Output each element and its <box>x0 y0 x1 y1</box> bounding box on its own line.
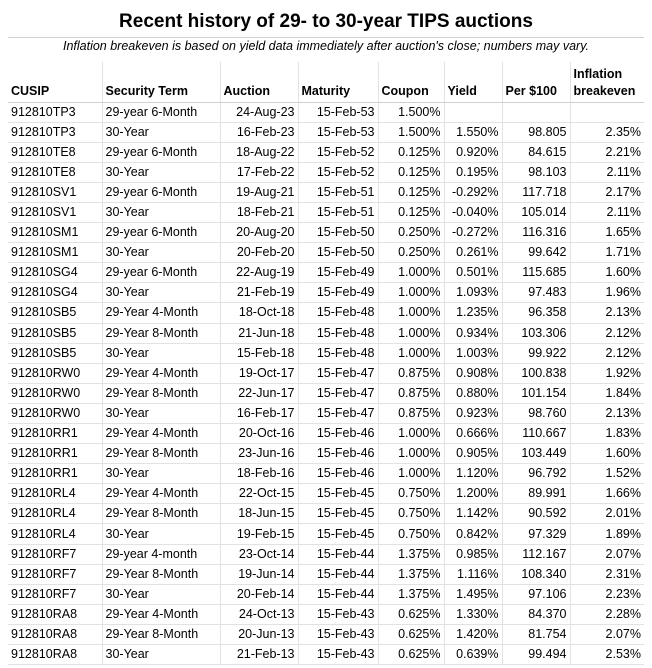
cell-term: 30-Year <box>102 162 220 182</box>
table-header-row <box>8 62 644 102</box>
tips-auctions-table <box>8 62 644 665</box>
cell-maturity: 15-Feb-46 <box>298 464 378 484</box>
cell-coupon: 0.250% <box>378 243 444 263</box>
cell-auction: 18-Aug-22 <box>220 142 298 162</box>
cell-maturity: 15-Feb-52 <box>298 142 378 162</box>
cell-per100: 117.718 <box>502 182 570 202</box>
cell-breakeven: 1.89% <box>570 524 644 544</box>
cell-auction: 19-Aug-21 <box>220 182 298 202</box>
cell-maturity: 15-Feb-49 <box>298 283 378 303</box>
cell-coupon: 0.250% <box>378 223 444 243</box>
cell-breakeven: 1.65% <box>570 223 644 243</box>
table-row <box>8 283 644 303</box>
cell-breakeven: 1.96% <box>570 283 644 303</box>
cell-auction: 19-Jun-14 <box>220 564 298 584</box>
cell-coupon: 0.750% <box>378 504 444 524</box>
table-row <box>8 464 644 484</box>
cell-term: 29-year 4-month <box>102 544 220 564</box>
cell-auction: 21-Jun-18 <box>220 323 298 343</box>
cell-yield: 1.235% <box>444 303 502 323</box>
cell-cusip: 912810RA8 <box>8 624 102 644</box>
cell-yield: 0.880% <box>444 383 502 403</box>
cell-term: 30-Year <box>102 243 220 263</box>
column-header-term: Security Term <box>102 62 220 102</box>
cell-term: 30-Year <box>102 343 220 363</box>
cell-cusip: 912810RA8 <box>8 604 102 624</box>
cell-auction: 20-Feb-14 <box>220 584 298 604</box>
cell-breakeven: 2.31% <box>570 564 644 584</box>
cell-breakeven <box>570 102 644 122</box>
cell-maturity: 15-Feb-45 <box>298 484 378 504</box>
cell-yield: 0.923% <box>444 403 502 423</box>
cell-yield: 0.985% <box>444 544 502 564</box>
cell-auction: 22-Aug-19 <box>220 263 298 283</box>
cell-term: 29-Year 8-Month <box>102 564 220 584</box>
table-row <box>8 484 644 504</box>
cell-per100: 101.154 <box>502 383 570 403</box>
cell-per100: 97.106 <box>502 584 570 604</box>
table-row <box>8 624 644 644</box>
table-row <box>8 424 644 444</box>
cell-yield: 0.666% <box>444 424 502 444</box>
cell-term: 30-Year <box>102 283 220 303</box>
cell-yield: 1.420% <box>444 624 502 644</box>
cell-cusip: 912810RR1 <box>8 424 102 444</box>
cell-breakeven: 1.83% <box>570 424 644 444</box>
cell-yield: 0.842% <box>444 524 502 544</box>
cell-per100: 81.754 <box>502 624 570 644</box>
cell-per100: 103.306 <box>502 323 570 343</box>
cell-yield: 1.142% <box>444 504 502 524</box>
cell-maturity: 15-Feb-48 <box>298 343 378 363</box>
cell-breakeven: 2.23% <box>570 584 644 604</box>
cell-term: 29-year 6-Month <box>102 142 220 162</box>
cell-auction: 20-Oct-16 <box>220 424 298 444</box>
cell-per100: 97.329 <box>502 524 570 544</box>
cell-term: 30-Year <box>102 584 220 604</box>
cell-cusip: 912810RW0 <box>8 363 102 383</box>
table-row <box>8 303 644 323</box>
column-header-auction: Auction <box>220 62 298 102</box>
cell-cusip: 912810RL4 <box>8 484 102 504</box>
cell-yield: 1.550% <box>444 122 502 142</box>
cell-auction: 20-Jun-13 <box>220 624 298 644</box>
cell-breakeven: 2.11% <box>570 162 644 182</box>
cell-coupon: 0.625% <box>378 624 444 644</box>
cell-term: 30-Year <box>102 122 220 142</box>
cell-coupon: 0.125% <box>378 182 444 202</box>
cell-per100: 84.370 <box>502 604 570 624</box>
cell-per100: 116.316 <box>502 223 570 243</box>
cell-maturity: 15-Feb-44 <box>298 564 378 584</box>
cell-term: 29-year 6-Month <box>102 182 220 202</box>
cell-per100: 103.449 <box>502 444 570 464</box>
cell-maturity: 15-Feb-46 <box>298 444 378 464</box>
cell-maturity: 15-Feb-43 <box>298 645 378 665</box>
cell-per100 <box>502 102 570 122</box>
cell-per100: 99.922 <box>502 343 570 363</box>
cell-coupon: 0.125% <box>378 142 444 162</box>
cell-yield: 0.261% <box>444 243 502 263</box>
cell-term: 30-Year <box>102 403 220 423</box>
table-row <box>8 202 644 222</box>
cell-per100: 105.014 <box>502 202 570 222</box>
cell-yield: -0.040% <box>444 202 502 222</box>
cell-breakeven: 1.66% <box>570 484 644 504</box>
cell-per100: 110.667 <box>502 424 570 444</box>
cell-coupon: 1.000% <box>378 464 444 484</box>
cell-cusip: 912810TE8 <box>8 162 102 182</box>
cell-maturity: 15-Feb-46 <box>298 424 378 444</box>
cell-term: 29-Year 8-Month <box>102 624 220 644</box>
cell-maturity: 15-Feb-44 <box>298 584 378 604</box>
cell-cusip: 912810SB5 <box>8 323 102 343</box>
cell-term: 30-Year <box>102 645 220 665</box>
table-row <box>8 122 644 142</box>
cell-maturity: 15-Feb-45 <box>298 524 378 544</box>
cell-maturity: 15-Feb-53 <box>298 122 378 142</box>
cell-cusip: 912810RF7 <box>8 564 102 584</box>
cell-coupon: 1.375% <box>378 544 444 564</box>
cell-yield: 0.934% <box>444 323 502 343</box>
cell-maturity: 15-Feb-49 <box>298 263 378 283</box>
cell-per100: 84.615 <box>502 142 570 162</box>
cell-cusip: 912810RL4 <box>8 524 102 544</box>
cell-yield: 1.003% <box>444 343 502 363</box>
cell-cusip: 912810SM1 <box>8 243 102 263</box>
cell-coupon: 1.000% <box>378 444 444 464</box>
table-row <box>8 223 644 243</box>
cell-term: 29-Year 4-Month <box>102 303 220 323</box>
cell-cusip: 912810SB5 <box>8 303 102 323</box>
cell-yield <box>444 102 502 122</box>
cell-auction: 21-Feb-13 <box>220 645 298 665</box>
cell-yield: -0.272% <box>444 223 502 243</box>
cell-coupon: 0.625% <box>378 645 444 665</box>
table-row <box>8 604 644 624</box>
column-header-cusip: CUSIP <box>8 62 102 102</box>
cell-cusip: 912810SG4 <box>8 283 102 303</box>
cell-cusip: 912810RL4 <box>8 504 102 524</box>
cell-maturity: 15-Feb-53 <box>298 102 378 122</box>
table-row <box>8 403 644 423</box>
cell-maturity: 15-Feb-48 <box>298 323 378 343</box>
cell-per100: 100.838 <box>502 363 570 383</box>
cell-coupon: 0.750% <box>378 484 444 504</box>
cell-coupon: 0.875% <box>378 403 444 423</box>
cell-auction: 22-Oct-15 <box>220 484 298 504</box>
cell-yield: 0.501% <box>444 263 502 283</box>
cell-per100: 98.805 <box>502 122 570 142</box>
cell-coupon: 1.000% <box>378 343 444 363</box>
cell-cusip: 912810RR1 <box>8 464 102 484</box>
cell-auction: 23-Jun-16 <box>220 444 298 464</box>
cell-per100: 96.358 <box>502 303 570 323</box>
column-header-breakeven: Inflation breakeven <box>570 62 644 102</box>
cell-maturity: 15-Feb-48 <box>298 303 378 323</box>
cell-yield: 1.093% <box>444 283 502 303</box>
cell-auction: 24-Oct-13 <box>220 604 298 624</box>
cell-per100: 97.483 <box>502 283 570 303</box>
cell-coupon: 1.375% <box>378 564 444 584</box>
table-body <box>8 102 644 665</box>
cell-cusip: 912810SV1 <box>8 202 102 222</box>
cell-coupon: 1.000% <box>378 263 444 283</box>
cell-breakeven: 1.60% <box>570 444 644 464</box>
cell-term: 29-year 6-Month <box>102 263 220 283</box>
cell-breakeven: 2.12% <box>570 323 644 343</box>
cell-coupon: 1.375% <box>378 584 444 604</box>
cell-breakeven: 2.07% <box>570 624 644 644</box>
cell-maturity: 15-Feb-43 <box>298 624 378 644</box>
cell-auction: 20-Feb-20 <box>220 243 298 263</box>
cell-breakeven: 1.52% <box>570 464 644 484</box>
cell-breakeven: 2.01% <box>570 504 644 524</box>
cell-yield: 0.195% <box>444 162 502 182</box>
cell-yield: 1.330% <box>444 604 502 624</box>
cell-term: 30-Year <box>102 202 220 222</box>
table-row <box>8 243 644 263</box>
cell-term: 29-Year 4-Month <box>102 604 220 624</box>
cell-cusip: 912810RW0 <box>8 383 102 403</box>
cell-cusip: 912810RF7 <box>8 584 102 604</box>
cell-auction: 24-Aug-23 <box>220 102 298 122</box>
cell-cusip: 912810RR1 <box>8 444 102 464</box>
cell-cusip: 912810TP3 <box>8 122 102 142</box>
cell-yield: 1.200% <box>444 484 502 504</box>
cell-coupon: 1.500% <box>378 122 444 142</box>
table-row <box>8 263 644 283</box>
cell-cusip: 912810RF7 <box>8 544 102 564</box>
table-row <box>8 584 644 604</box>
cell-auction: 16-Feb-17 <box>220 403 298 423</box>
cell-cusip: 912810SB5 <box>8 343 102 363</box>
cell-maturity: 15-Feb-44 <box>298 544 378 564</box>
cell-breakeven: 2.07% <box>570 544 644 564</box>
table-row <box>8 182 644 202</box>
cell-breakeven: 2.28% <box>570 604 644 624</box>
cell-term: 29-Year 8-Month <box>102 444 220 464</box>
table-row <box>8 142 644 162</box>
table-row <box>8 504 644 524</box>
table-row <box>8 323 644 343</box>
table-row <box>8 564 644 584</box>
cell-per100: 99.642 <box>502 243 570 263</box>
cell-breakeven: 2.13% <box>570 403 644 423</box>
table-row <box>8 363 644 383</box>
cell-yield: 1.120% <box>444 464 502 484</box>
cell-maturity: 15-Feb-52 <box>298 162 378 182</box>
cell-breakeven: 2.21% <box>570 142 644 162</box>
cell-coupon: 1.000% <box>378 323 444 343</box>
page-title: Recent history of 29- to 30-year TIPS auctions <box>119 11 533 32</box>
cell-per100: 96.792 <box>502 464 570 484</box>
cell-cusip: 912810RA8 <box>8 645 102 665</box>
cell-per100: 108.340 <box>502 564 570 584</box>
cell-cusip: 912810RW0 <box>8 403 102 423</box>
cell-maturity: 15-Feb-47 <box>298 403 378 423</box>
cell-auction: 23-Oct-14 <box>220 544 298 564</box>
cell-cusip: 912810SV1 <box>8 182 102 202</box>
cell-coupon: 1.000% <box>378 283 444 303</box>
cell-per100: 98.103 <box>502 162 570 182</box>
cell-maturity: 15-Feb-43 <box>298 604 378 624</box>
cell-maturity: 15-Feb-51 <box>298 202 378 222</box>
cell-auction: 18-Jun-15 <box>220 504 298 524</box>
cell-auction: 18-Feb-21 <box>220 202 298 222</box>
cell-auction: 20-Aug-20 <box>220 223 298 243</box>
cell-coupon: 0.125% <box>378 162 444 182</box>
cell-coupon: 0.875% <box>378 363 444 383</box>
cell-breakeven: 1.71% <box>570 243 644 263</box>
cell-cusip: 912810SM1 <box>8 223 102 243</box>
cell-yield: 0.639% <box>444 645 502 665</box>
cell-yield: -0.292% <box>444 182 502 202</box>
cell-term: 29-Year 8-Month <box>102 323 220 343</box>
table-row <box>8 645 644 665</box>
cell-coupon: 0.625% <box>378 604 444 624</box>
cell-yield: 0.920% <box>444 142 502 162</box>
cell-auction: 18-Feb-16 <box>220 464 298 484</box>
cell-per100: 99.494 <box>502 645 570 665</box>
cell-term: 30-Year <box>102 524 220 544</box>
cell-term: 30-Year <box>102 464 220 484</box>
cell-auction: 19-Feb-15 <box>220 524 298 544</box>
cell-auction: 18-Oct-18 <box>220 303 298 323</box>
table-row <box>8 102 644 122</box>
column-header-per100: Per $100 <box>502 62 570 102</box>
cell-maturity: 15-Feb-50 <box>298 223 378 243</box>
cell-maturity: 15-Feb-51 <box>298 182 378 202</box>
cell-per100: 98.760 <box>502 403 570 423</box>
column-header-maturity: Maturity <box>298 62 378 102</box>
cell-coupon: 1.500% <box>378 102 444 122</box>
cell-coupon: 1.000% <box>378 303 444 323</box>
cell-term: 29-Year 4-Month <box>102 484 220 504</box>
cell-maturity: 15-Feb-50 <box>298 243 378 263</box>
cell-cusip: 912810TP3 <box>8 102 102 122</box>
cell-breakeven: 2.13% <box>570 303 644 323</box>
cell-per100: 90.592 <box>502 504 570 524</box>
page-subtitle: Inflation breakeven is based on yield data immediately after auction's close; numbers may vary. <box>62 39 590 53</box>
cell-breakeven: 1.60% <box>570 263 644 283</box>
table-row <box>8 343 644 363</box>
cell-cusip: 912810TE8 <box>8 142 102 162</box>
table-row <box>8 524 644 544</box>
cell-maturity: 15-Feb-45 <box>298 504 378 524</box>
cell-auction: 19-Oct-17 <box>220 363 298 383</box>
cell-per100: 112.167 <box>502 544 570 564</box>
cell-auction: 16-Feb-23 <box>220 122 298 142</box>
cell-auction: 15-Feb-18 <box>220 343 298 363</box>
cell-breakeven: 1.92% <box>570 363 644 383</box>
cell-per100: 115.685 <box>502 263 570 283</box>
cell-yield: 0.905% <box>444 444 502 464</box>
cell-breakeven: 1.84% <box>570 383 644 403</box>
cell-yield: 0.908% <box>444 363 502 383</box>
cell-coupon: 0.750% <box>378 524 444 544</box>
column-header-coupon: Coupon <box>378 62 444 102</box>
cell-maturity: 15-Feb-47 <box>298 363 378 383</box>
table-row <box>8 544 644 564</box>
cell-term: 29-Year 8-Month <box>102 504 220 524</box>
cell-cusip: 912810SG4 <box>8 263 102 283</box>
column-header-yield: Yield <box>444 62 502 102</box>
cell-breakeven: 2.35% <box>570 122 644 142</box>
cell-term: 29-Year 4-Month <box>102 424 220 444</box>
cell-coupon: 0.125% <box>378 202 444 222</box>
cell-term: 29-Year 4-Month <box>102 363 220 383</box>
cell-auction: 21-Feb-19 <box>220 283 298 303</box>
cell-coupon: 0.875% <box>378 383 444 403</box>
cell-coupon: 1.000% <box>378 424 444 444</box>
cell-breakeven: 2.17% <box>570 182 644 202</box>
cell-breakeven: 2.53% <box>570 645 644 665</box>
cell-breakeven: 2.12% <box>570 343 644 363</box>
cell-yield: 1.116% <box>444 564 502 584</box>
cell-auction: 17-Feb-22 <box>220 162 298 182</box>
table-row <box>8 383 644 403</box>
cell-term: 29-year 6-Month <box>102 102 220 122</box>
cell-auction: 22-Jun-17 <box>220 383 298 403</box>
cell-per100: 89.991 <box>502 484 570 504</box>
table-row <box>8 444 644 464</box>
cell-yield: 1.495% <box>444 584 502 604</box>
cell-term: 29-Year 8-Month <box>102 383 220 403</box>
cell-maturity: 15-Feb-47 <box>298 383 378 403</box>
cell-term: 29-year 6-Month <box>102 223 220 243</box>
table-row <box>8 162 644 182</box>
cell-breakeven: 2.11% <box>570 202 644 222</box>
